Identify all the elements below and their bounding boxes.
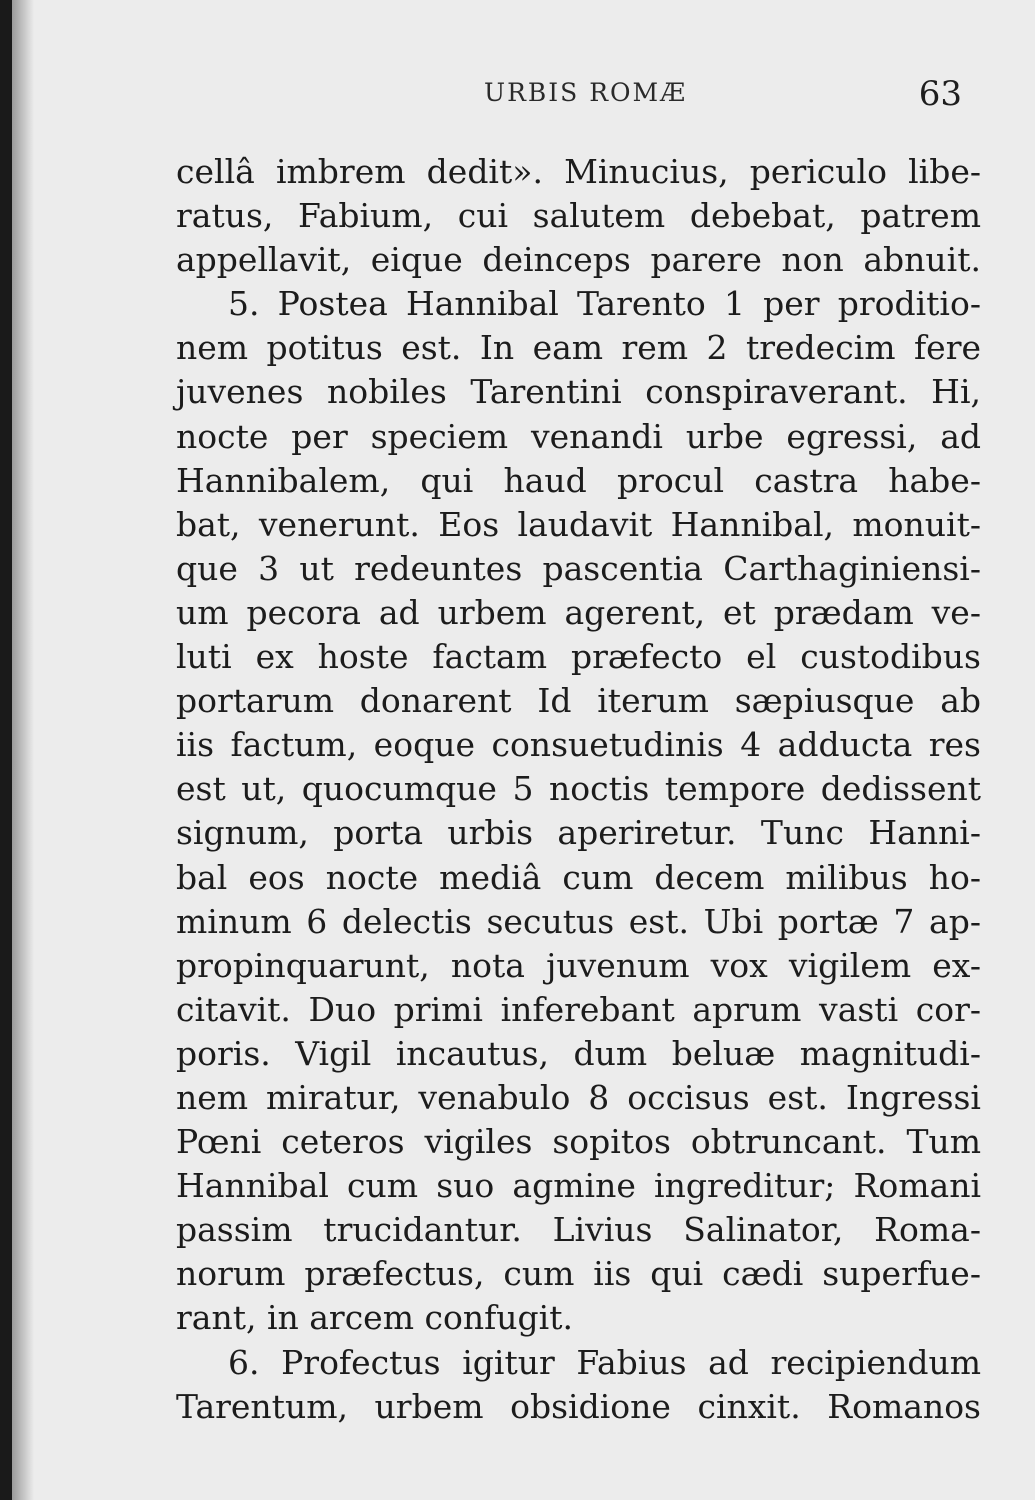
text-line: minum 6 delectis secutus est. Ubi portæ 7 ap- [176,901,981,941]
text-line: Hannibal cum suo agmine ingreditur; Romani [176,1166,981,1206]
text-line: Tarentum, urbem obsidione cinxit. Romanos [176,1386,981,1426]
text-line: nem potitus est. In eam rem 2 tredecim fere [176,328,981,368]
text-line: norum præfectus, cum iis qui cædi superfue- [176,1254,981,1294]
text-line: um pecora ad urbem agerent, et prædam ve- [176,592,981,632]
text-line: juvenes nobiles Tarentini conspiraverant. Hi, [176,372,981,412]
binding-shadow [12,0,34,1500]
page-number: 63 [918,74,962,114]
text-line: ratus, Fabium, cui salutem debebat, patrem [176,196,981,236]
text-line: iis factum, eoque consuetudinis 4 adducta res [176,725,981,765]
text-line: propinquarunt, nota juvenum vox vigilem ex- [176,945,981,985]
text-line: poris. Vigil incautus, dum beluæ magnitudi- [176,1033,981,1073]
text-line: rant, in arcem confugit. [176,1298,573,1338]
text-line: 5. Postea Hannibal Tarento 1 per proditio- [228,284,981,324]
text-line: cellâ imbrem dedit». Minucius, periculo libe- [176,152,981,191]
text-line: nem miratur, venabulo 8 occisus est. Ingressi [176,1077,981,1117]
text-line: signum, porta urbis aperiretur. Tunc Hanni- [176,813,981,853]
text-line: passim trucidantur. Livius Salinator, Roma- [176,1210,981,1250]
text-line: 6. Profectus igitur Fabius ad recipiendum [228,1342,981,1382]
text-line: nocte per speciem venandi urbe egressi, ad [176,416,981,456]
text-line: bat, venerunt. Eos laudavit Hannibal, monuit- [176,504,981,544]
page-header [180,74,980,124]
text-line: appellavit, eique deinceps parere non abnuit. [176,240,981,280]
text-line: luti ex hoste factam præfecto el custodibus [176,637,981,677]
binding-edge [0,0,12,1500]
text-line: Hannibalem, qui haud procul castra habe- [176,460,981,500]
text-line: citavit. Duo primi inferebant aprum vasti cor- [176,989,981,1029]
text-line: est ut, quocumque 5 noctis tempore dedissent [176,769,981,809]
text-line: Pœni ceteros vigiles sopitos obtruncant. Tum [176,1122,981,1162]
text-line: bal eos nocte mediâ cum decem milibus ho- [176,857,981,897]
text-line: que 3 ut redeuntes pascentia Carthaginiensi- [176,548,981,588]
running-title: URBIS ROMÆ [484,78,688,107]
text-line: portarum donarent Id iterum sæpiusque ab [176,681,981,721]
body-text [176,150,981,1429]
